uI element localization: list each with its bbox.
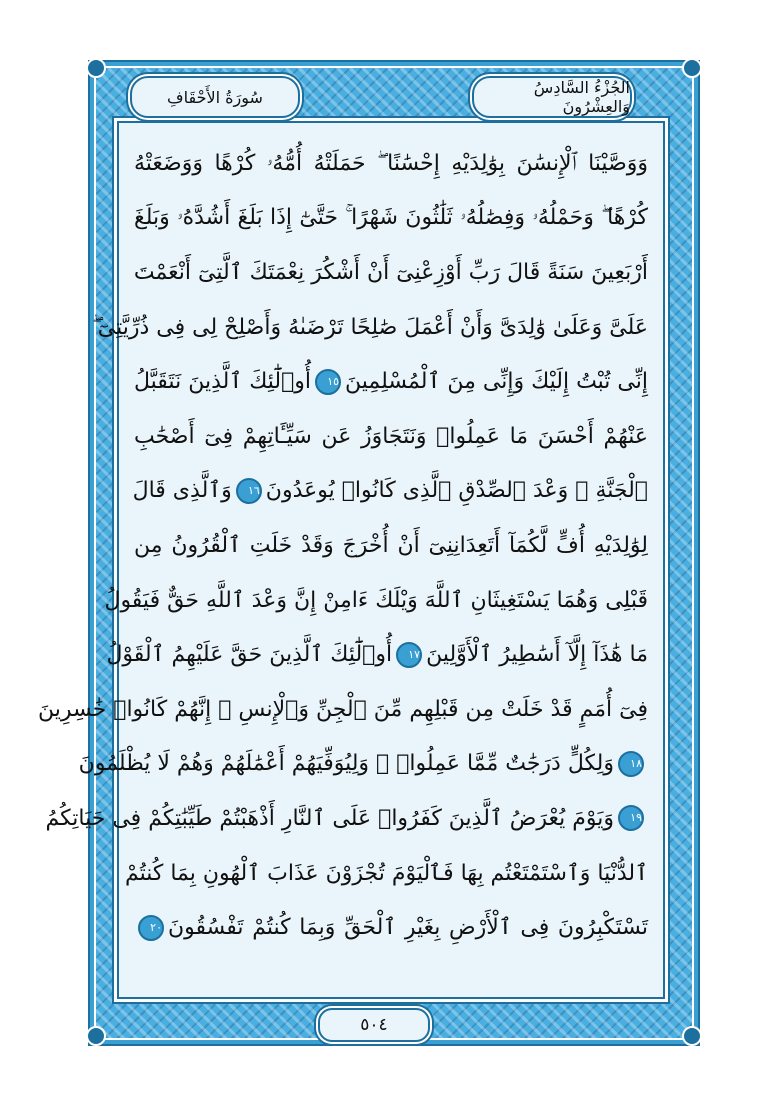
surah-title: سُورَةُ الأَحْقَافِ <box>167 87 263 107</box>
verse-text: تَسْتَكْبِرُونَ فِى ٱلْأَرْضِ بِغَيْرِ ٱلْحَقِّ وَبِمَا كُنتُمْ تَفْسُقُونَ <box>168 915 648 941</box>
verse-text: عَنْهُمْ أَحْسَنَ مَا عَمِلُوا۟ وَنَتَجَاوَزُ عَن سَيِّـَٔاتِهِمْ فِىٓ أَصْحَٰبِ <box>134 423 648 449</box>
juz-title: الجُزْءُ السَّادِسُ وَالعِشْرُونَ <box>533 78 630 116</box>
verse-text: وَوَصَّيْنَا ٱلْإِنسَٰنَ بِوَٰلِدَيْهِ إِحْسَٰنًا ۖ حَمَلَتْهُ أُمُّهُۥ كُرْهًا وَوَضَعَتْهُ <box>134 150 648 176</box>
verse-text: قَبْلِى وَهُمَا يَسْتَغِيثَانِ ٱللَّهَ وَيْلَكَ ءَامِنْ إِنَّ وَعْدَ ٱللَّهِ حَقٌّ فَيَقُولُ <box>104 587 648 613</box>
verse-text: أَرْبَعِينَ سَنَةً قَالَ رَبِّ أَوْزِعْنِىٓ أَنْ أَشْكُرَ نِعْمَتَكَ ٱلَّتِىٓ أَنْعَمْتَ <box>133 259 648 285</box>
verse-text: أُو۟لَٰٓئِكَ ٱلَّذِينَ نَتَقَبَّلُ <box>134 369 312 395</box>
text-line <box>122 136 660 191</box>
text-line <box>106 627 660 682</box>
ayah-number-marker: ١٨ <box>618 751 644 777</box>
verse-text: مَا هَٰذَآ إِلَّآ أَسَٰطِيرُ ٱلْأَوَّلِينَ <box>426 642 648 668</box>
ayah-number-marker: ١٦ <box>236 478 262 504</box>
verse-text: وَيَوْمَ يُعْرَضُ ٱلَّذِينَ كَفَرُوا۟ عَلَى ٱلنَّارِ أَذْهَبْتُمْ طَيِّبَٰتِكُمْ فِى حَيَاتِكُمُ <box>45 805 614 831</box>
corner-ornament <box>682 58 702 78</box>
page-number: ٥٠٤ <box>360 1015 388 1035</box>
juz-header <box>472 76 632 118</box>
text-line <box>122 191 660 246</box>
verse-text: وَلِكُلٍّ دَرَجَٰتٌ مِّمَّا عَمِلُوا۟ ۖ وَلِيُوَفِّيَهُمْ أَعْمَٰلَهُمْ وَهُمْ لَا يُظْلَمُونَ <box>78 751 614 777</box>
text-line <box>122 900 660 955</box>
verse-text: وَٱلَّذِى قَالَ <box>132 478 232 504</box>
corner-ornament <box>86 58 106 78</box>
text-line <box>122 518 660 573</box>
verse-text: لِوَٰلِدَيْهِ أُفٍّ لَّكُمَآ أَتَعِدَانِنِىٓ أَنْ أُخْرَجَ وَقَدْ خَلَتِ ٱلْقُرُونُ مِن <box>134 532 648 558</box>
verse-text: عَلَىَّ وَعَلَىٰ وَٰلِدَىَّ وَأَنْ أَعْمَلَ صَٰلِحًا تَرْضَىٰهُ وَأَصْلِحْ لِى فِى ذُرِّيَّتِىٓ ۖ <box>92 314 648 340</box>
verse-text: إِنِّى تُبْتُ إِلَيْكَ وَإِنِّى مِنَ ٱلْمُسْلِمِينَ <box>345 369 648 395</box>
ayah-number-marker: ١٩ <box>618 805 644 831</box>
verse-text: أُو۟لَٰٓئِكَ ٱلَّذِينَ حَقَّ عَلَيْهِمُ ٱلْقَوْلُ <box>106 642 393 668</box>
surah-header <box>130 76 300 118</box>
corner-ornament <box>682 1026 702 1046</box>
verse-text: فِىٓ أُمَمٍ قَدْ خَلَتْ مِن قَبْلِهِم مِّنَ ٱلْجِنِّ وَٱلْإِنسِ ۖ إِنَّهُمْ كَانُوا۟ خَٰسِرِينَ <box>38 696 648 722</box>
verse-text: كُرْهًا ۖ وَحَمْلُهُۥ وَفِصَٰلُهُۥ ثَلَٰثُونَ شَهْرًا ۚ حَتَّىٰٓ إِذَا بَلَغَ أَشُدَّهُۥ وَبَلَغَ <box>134 205 648 231</box>
text-line <box>45 791 660 846</box>
text-line <box>122 846 660 901</box>
page-number-box <box>318 1008 430 1042</box>
text-line <box>38 682 660 737</box>
ayah-number-marker: ١٧ <box>396 642 422 668</box>
ayah-number-marker: ١٥ <box>315 369 341 395</box>
text-line <box>122 245 660 300</box>
verse-text: ٱلْجَنَّةِ ۖ وَعْدَ ٱلصِّدْقِ ٱلَّذِى كَانُوا۟ يُوعَدُونَ <box>265 478 648 504</box>
ayah-number-marker: ٢٠ <box>138 915 164 941</box>
verse-text: ٱلدُّنْيَا وَٱسْتَمْتَعْتُم بِهَا فَٱلْيَوْمَ تُجْزَوْنَ عَذَابَ ٱلْهُونِ بِمَا كُنتُمْ <box>124 860 648 886</box>
text-line <box>122 464 660 519</box>
text-line <box>92 300 660 355</box>
text-line <box>122 354 660 409</box>
quran-text <box>38 136 660 955</box>
corner-ornament <box>86 1026 106 1046</box>
text-line <box>78 737 660 792</box>
text-line <box>122 409 660 464</box>
text-line <box>104 573 660 628</box>
